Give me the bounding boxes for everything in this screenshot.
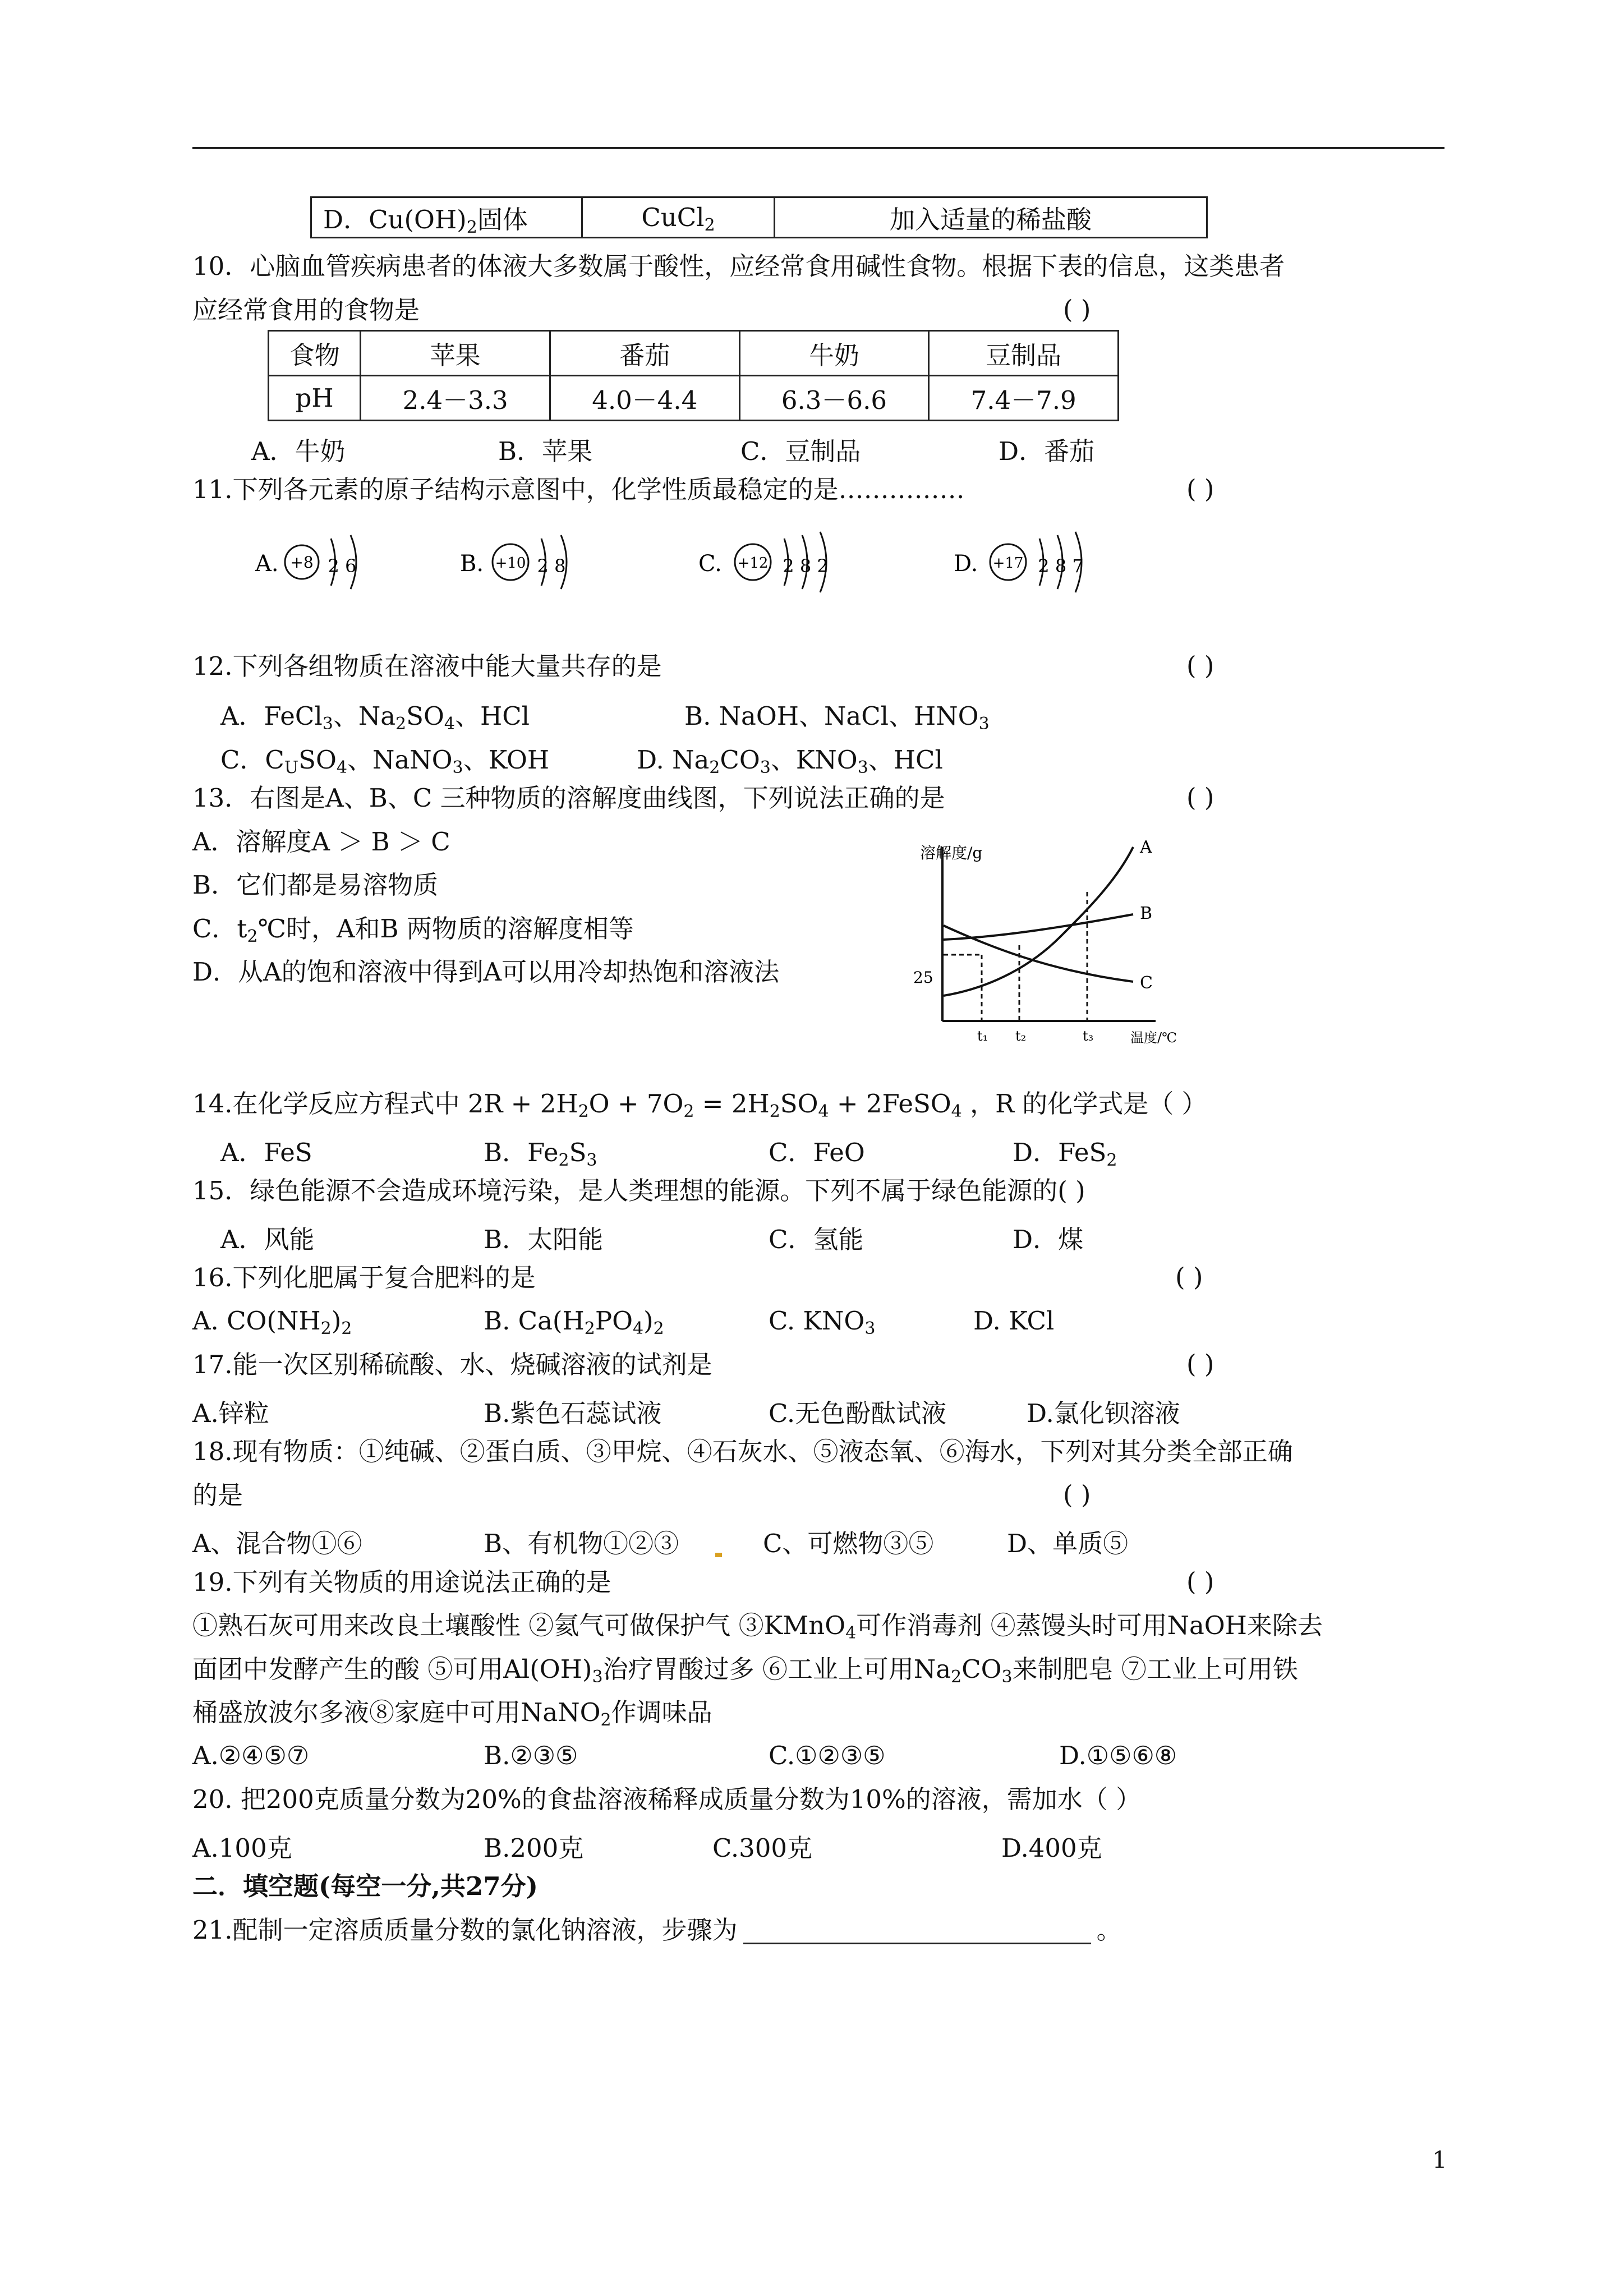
atom-label: A. xyxy=(255,551,279,577)
q12-question: 12.下列各组物质在溶液中能大量共存的是 xyxy=(192,651,662,681)
solubility-chart xyxy=(909,836,1206,1049)
q10-option-d: D．番茄 xyxy=(999,436,1095,466)
q18-answer-paren: ( ) xyxy=(1063,1480,1091,1510)
q17-option-d: D.氯化钡溶液 xyxy=(1027,1398,1180,1428)
q12-option-d: D. $Na_2CO_3$、$KNO_3$、HCl xyxy=(637,745,943,777)
q19-statement-line1: ①熟石灰可用来改良土壤酸性 ②氦气可做保护气 ③KMnO$_4$可作消毒剂 ④蒸馒头时可用NaOH来除去 xyxy=(192,1611,1323,1643)
electron-config: 2 8 2 xyxy=(783,555,829,577)
q11-answer-paren: ( ) xyxy=(1186,474,1214,504)
q13-option-b: B．它们都是易溶物质 xyxy=(192,870,439,900)
q9-cell-c: 加入适量的稀盐酸 xyxy=(775,197,1207,238)
q16-option-a: A. $CO(NH_2)_2$ xyxy=(192,1306,352,1338)
q10-header-cell: 食物 xyxy=(269,331,361,376)
nucleus-charge: +12 xyxy=(737,555,769,572)
q15-option-d: D．煤 xyxy=(1013,1225,1084,1254)
q19-option-d: D.①⑤⑥⑧ xyxy=(1059,1741,1177,1770)
q12-answer-paren: ( ) xyxy=(1186,651,1214,680)
chart-x-label: 温度/℃ xyxy=(1130,1030,1177,1046)
q17-option-a: A.锌粒 xyxy=(192,1398,269,1428)
q20-option-a: A.100克 xyxy=(192,1833,292,1863)
curve-a xyxy=(944,847,1133,996)
q17-answer-paren: ( ) xyxy=(1186,1349,1214,1379)
q15-option-c: C．氢能 xyxy=(769,1225,864,1254)
q10-header-cell: 苹果 xyxy=(361,331,550,376)
q19-answer-paren: ( ) xyxy=(1186,1567,1214,1596)
stray-mark xyxy=(715,1553,722,1557)
q10-option-b: B．苹果 xyxy=(498,436,593,466)
q15-option-a: A．风能 xyxy=(220,1225,315,1254)
q20-option-b: B.200克 xyxy=(484,1833,584,1863)
atom-diagram-a xyxy=(252,522,398,600)
atom-label: B. xyxy=(460,551,484,577)
q10-ph-cell: 7.4－7.9 xyxy=(929,376,1119,421)
series-label-a: A xyxy=(1140,838,1152,857)
q20-question: 20. 把200克质量分数为20%的食盐溶液稀释成质量分数为10%的溶液，需加水（ ） xyxy=(192,1784,1142,1814)
q12-option-c: C．$C_USO_4$、NaNO$_3$、KOH xyxy=(220,745,550,777)
electron-config: 2 8 7 xyxy=(1038,555,1084,577)
header-rule xyxy=(192,147,1444,149)
q10-answer-paren: ( ) xyxy=(1063,295,1091,324)
q20-option-c: C.300克 xyxy=(712,1833,813,1863)
q19-option-a: A.②④⑤⑦ xyxy=(192,1741,310,1770)
atom-label: D. xyxy=(954,551,978,577)
q13-option-a: A．溶解度A ＞ B ＞ C xyxy=(192,827,450,857)
q19-option-c: C.①②③⑤ xyxy=(769,1741,886,1770)
q12-option-b: B. NaOH、NaCl、$HNO_3$ xyxy=(684,701,990,734)
q10-option-c: C．豆制品 xyxy=(740,436,861,466)
q9-cell-b: CuCl$_2$ xyxy=(582,197,775,238)
q20-option-d: D.400克 xyxy=(1001,1833,1102,1863)
q14-option-b: B．$Fe_2S_3$ xyxy=(484,1138,597,1170)
q19-statement-line2: 面团中发酵产生的酸 ⑤可用$Al(OH)_3$治疗胃酸过多 ⑥工业上可用$Na_2CO_3$来制肥皂 ⑦工业上可用铁 xyxy=(192,1654,1298,1687)
atom-diagram-c xyxy=(696,522,875,600)
nucleus-charge: +8 xyxy=(290,553,314,572)
q16-option-b: B. $Ca(H_2PO_4)_2$ xyxy=(484,1306,664,1338)
q10-line2: 应经常食用的食物是 xyxy=(192,295,420,325)
q15-question: 15．绿色能源不会造成环境污染，是人类理想的能源。下列不属于绿色能源的( ) xyxy=(192,1176,1085,1205)
q10-ph-table xyxy=(268,330,1119,421)
q16-question: 16.下列化肥属于复合肥料的是 xyxy=(192,1263,536,1292)
q21-question: 21.配制一定溶质质量分数的氯化钠溶液，步骤为 。 xyxy=(192,1915,1122,1945)
q10-ph-cell: pH xyxy=(269,376,361,421)
q17-option-b: B.紫色石蕊试液 xyxy=(484,1398,662,1428)
chart-y-tick: 25 xyxy=(913,968,933,987)
section-2-heading: 二．填空题(每空一分,共27分) xyxy=(192,1871,538,1901)
curve-c xyxy=(944,926,1133,982)
q10-header-cell: 番茄 xyxy=(550,331,739,376)
electron-config: 2 6 xyxy=(328,555,357,577)
q19-statement-line3: 桶盛放波尔多液⑧家庭中可用NaNO$_2$作调味品 xyxy=(192,1697,712,1730)
q18-option-c: C、可燃物③⑤ xyxy=(763,1529,934,1558)
q18-line2: 的是 xyxy=(192,1480,243,1510)
curve-b xyxy=(944,914,1133,940)
q10-header-cell: 牛奶 xyxy=(739,331,929,376)
q17-option-c: C.无色酚酞试液 xyxy=(769,1398,947,1428)
q21-answer-blank[interactable] xyxy=(743,1920,1091,1944)
q13-answer-paren: ( ) xyxy=(1186,783,1214,812)
q10-ph-cell: 4.0－4.4 xyxy=(550,376,739,421)
q10-header-cell: 豆制品 xyxy=(929,331,1119,376)
q9-table-row xyxy=(310,196,1208,238)
q13-question: 13．右图是A、B、C 三种物质的溶解度曲线图，下列说法正确的是 xyxy=(192,783,945,813)
q13-option-c: C．$t_2℃$时，A和B 两物质的溶解度相等 xyxy=(192,914,634,946)
q13-option-d: D．从A的饱和溶液中得到A可以用冷却热饱和溶液法 xyxy=(192,957,780,987)
q10-option-a: A．牛奶 xyxy=(251,436,346,466)
q16-option-c: C. $KNO_3$ xyxy=(769,1306,876,1338)
q19-option-b: B.②③⑤ xyxy=(484,1741,578,1770)
q11-question: 11.下列各元素的原子结构示意图中，化学性质最稳定的是…………… xyxy=(192,475,965,504)
chart-y-label: 溶解度/g xyxy=(920,844,983,862)
q12-option-a: A．FeCl$_3$、$Na_2SO_4$、HCl xyxy=(220,701,530,734)
q10-ph-cell: 6.3－6.6 xyxy=(739,376,929,421)
chart-x-tick: t₁ xyxy=(977,1028,988,1044)
q18-option-a: A、混合物①⑥ xyxy=(192,1529,362,1558)
q14-option-d: D．FeS$_2$ xyxy=(1013,1138,1117,1170)
q14-option-c: C．FeO xyxy=(769,1138,865,1167)
series-label-c: C xyxy=(1140,973,1153,993)
chart-x-tick: t₃ xyxy=(1083,1028,1094,1044)
q16-answer-paren: ( ) xyxy=(1175,1262,1203,1292)
page-number: 1 xyxy=(1432,2146,1447,2174)
atom-diagram-b xyxy=(457,522,603,600)
q18-option-b: B、有机物①②③ xyxy=(484,1529,679,1558)
nucleus-charge: +17 xyxy=(992,555,1024,572)
q18-option-d: D、单质⑤ xyxy=(1007,1529,1129,1558)
electron-config: 2 8 xyxy=(537,555,566,577)
q15-option-b: B．太阳能 xyxy=(484,1225,604,1254)
series-label-b: B xyxy=(1140,904,1153,923)
q14-option-a: A．FeS xyxy=(220,1138,312,1167)
q19-question: 19.下列有关物质的用途说法正确的是 xyxy=(192,1567,611,1597)
q9-cell-a: D．$Cu(OH)_2$固体 xyxy=(311,197,582,238)
q10-line1: 10．心脑血管疾病患者的体液大多数属于酸性，应经常食用碱性食物。根据下表的信息，这类患者 xyxy=(192,251,1285,281)
q17-question: 17.能一次区别稀硫酸、水、烧碱溶液的试剂是 xyxy=(192,1350,712,1379)
q10-ph-cell: 2.4－3.3 xyxy=(361,376,550,421)
chart-x-tick: t₂ xyxy=(1015,1028,1027,1044)
q18-line1: 18.现有物质：①纯碱、②蛋白质、③甲烷、④石灰水、⑤液态氧、⑥海水，下列对其分类全部正确 xyxy=(192,1437,1293,1466)
q16-option-d: D. KCl xyxy=(973,1306,1055,1336)
q14-question: 14.在化学反应方程式中 $2R + 2H_2O + 7O_2 = 2H_2SO_4$ + 2FeSO$_4$ ，R 的化学式是（ ） xyxy=(192,1089,1207,1121)
atom-label: C. xyxy=(698,551,722,577)
nucleus-charge: +10 xyxy=(495,555,526,572)
atom-diagram-d xyxy=(951,522,1130,600)
